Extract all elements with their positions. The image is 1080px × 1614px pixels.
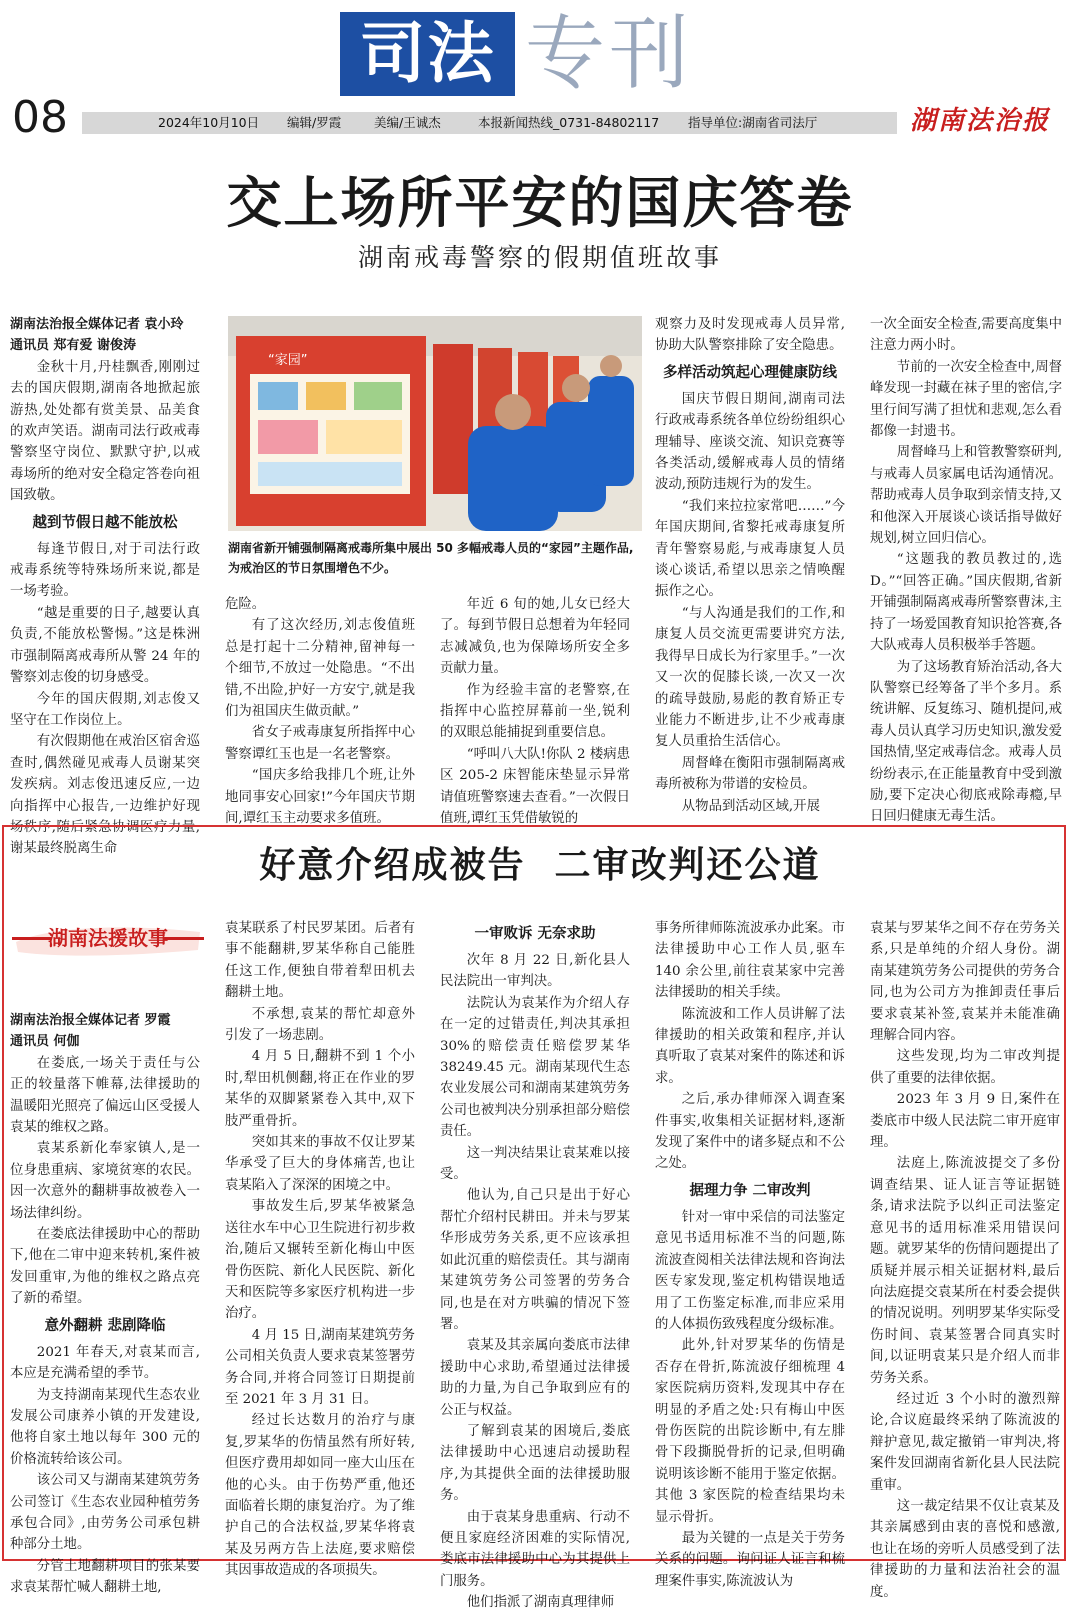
editor-credit: 编辑/罗霞	[287, 115, 342, 130]
paragraph: “国庆多给我排几个班,让外地同事安心回家!”今年国庆节期间,谭红玉主动要求多值班。	[225, 768, 415, 827]
paragraph: 为支持湖南某现代生态农业发展公司康养小镇的开发建设,他将自家土地以每年 300 元的价格流转给该公司。	[10, 1387, 200, 1467]
guidance-unit: 指导单位:湖南省司法厅	[688, 115, 818, 130]
section-heading: 越到节假日越不能放松	[32, 514, 178, 531]
paragraph: 由于袁某身患重病、行动不便且家庭经济困难的实际情况,娄底市法律援助中心为其提供上门服务。	[440, 1509, 630, 1589]
article2-col3	[440, 918, 630, 1611]
news-hotline: 本报新闻热线_0731-84802117	[478, 115, 660, 130]
paragraph: 此外,针对罗某华的伤情是否存在骨折,陈流波仔细梳理 4 家医院病历资料,发现其中存在明显的矛盾之处:只有梅山中医骨伤医院的出院诊断中,有左腓骨下段撕脱骨折的记录,但明确说明该诊断不能用于鉴定依据。其他 3 家医院的检查结果均未显示骨折。	[655, 1338, 845, 1525]
article1-col1	[10, 314, 200, 857]
paragraph: 分管土地翻耕项目的张某要求袁某帮忙喊人翻耕土地,	[10, 1558, 200, 1596]
section-heading: 意外翻耕 悲剧降临	[44, 1317, 166, 1334]
article2-col5	[870, 918, 1060, 1600]
paragraph: 省女子戒毒康复所指挥中心警察谭红玉也是一名老警察。	[225, 725, 415, 762]
paragraph: 4 月 15 日,湖南某建筑劳务公司相关负责人要求袁某签署劳务合同,并将合同签订日期提前至 2021 年 3 月 31 日。	[225, 1327, 415, 1407]
paragraph: 法院认为袁某作为介绍人存在一定的过错责任,判决其承担 30%的赔偿责任赔偿罗某华 38249.45 元。湖南某现代生态农业发展公司和湖南某建筑劳务公司也被判决分别承担部分赔偿责任。	[440, 995, 630, 1140]
paragraph: 事务所律师陈流波承办此案。市法律援助中心工作人员,驱车 140 余公里,前往袁某家中完善法律援助的相关手续。	[655, 921, 845, 1001]
paragraph: 年近 6 旬的她,儿女已经大了。每到节假日总想着为年轻同志减减负,也为保障场所安全多贡献力量。	[440, 597, 630, 677]
paragraph: 2023 年 3 月 9 日,案件在娄底市中级人民法院二审开庭审理。	[870, 1092, 1060, 1151]
paragraph: 在娄底法律援助中心的帮助下,他在二审中迎来转机,案件被发回重审,为他的维权之路点亮了新的希望。	[10, 1227, 200, 1307]
masthead-title-main: 司法	[359, 15, 496, 92]
article1-col2	[225, 594, 415, 827]
paragraph: 危险。	[225, 597, 266, 612]
paragraph: 今年的国庆假期,刘志俊又坚守在工作岗位上。	[10, 691, 200, 728]
masthead-title-box	[340, 12, 515, 96]
byline: 湖南法治报全媒体记者 罗霞	[10, 1013, 171, 1028]
paragraph: 陈流波和工作人员讲解了法律援助的相关政策和程序,并认真听取了袁某对案件的陈述和诉求。	[655, 1006, 845, 1086]
paragraph: 每逢节假日,对于司法行政戒毒系统等特殊场所来说,都是一场考验。	[10, 541, 200, 600]
article1-col5	[870, 314, 1062, 825]
byline: 通讯员 郑有爱 谢俊涛	[10, 338, 137, 354]
section-heading: 多样活动筑起心理健康防线	[663, 364, 837, 381]
article1-col4	[655, 314, 845, 820]
paragraph: 次年 8 月 22 日,新化县人民法院出一审判决。	[440, 953, 630, 990]
paragraph: 袁某与罗某华之间不存在劳务关系,只是单纯的介绍人身份。湖南某建筑劳务公司提供的劳务合同,也为公司方为推卸责任事后要求袁某补签,袁某并未能准确理解合同内容。	[870, 921, 1060, 1044]
paper-logo: 湖南法治报	[910, 106, 1051, 136]
paragraph: 法庭上,陈流波提交了多份调查结果、证人证言等证据链条,请求法院予以纠正司法鉴定意见书的适用标准采用错误问题。就罗某华的伤情问题提出了质疑并展示相关证据材料,最后向法庭提交袁某所在村委会提供的情况说明。列明罗某华实际受伤时间、袁某签署合同真实时间,以证明袁某只是介绍人而非劳务关系。	[870, 1156, 1060, 1386]
paragraph: 这一判决结果让袁某难以接受。	[440, 1145, 630, 1183]
photo-caption: 湖南省新开铺强制隔离戒毒所集中展出 50 多幅戒毒人员的“家园”主题作品,为戒治区的节日氛围增色不少。	[228, 541, 634, 575]
paragraph: 他们指派了湖南真理律师	[466, 1595, 615, 1611]
paragraph: 袁某联系了村民罗某团。后者有事不能翻耕,罗某华称自己能胜任这工作,便独自带着犁田机去翻耕土地。	[225, 921, 415, 1001]
paragraph: 有了这次经历,刘志俊值班总是打起十二分精神,留神每一个细节,不放过一处隐患。“不出错,不出险,护好一方安宁,就是我们为祖国庆生做贡献。”	[225, 618, 415, 720]
paragraph: “呼叫八大队!你队 2 楼病患区 205-2 床智能床垫显示异常请值班警察速去查看。”一次假日值班,谭红玉凭借敏锐的	[440, 746, 630, 827]
article-photo	[228, 316, 642, 531]
paragraph: “这题我的教员教过的,选 D。”“回答正确。”国庆假期,省新开铺强制隔离戒毒所警察曹沫,主持了一场爱国教育知识抢答赛,各大队戒毒人员积极举手答题。	[870, 552, 1062, 654]
paragraph: 袁某及其亲属向娄底市法律援助中心求助,希望通过法律援助的力量,为自己争取到应有的公正与权益。	[440, 1338, 630, 1418]
paragraph: 这一裁定结果不仅让袁某及其亲属感到由衷的喜悦和感激,也让在场的旁听人员感受到了法律援助的力量和法治社会的温度。	[870, 1498, 1060, 1600]
paragraph: 有次假期他在戒治区宿舍巡查时,偶然碰见戒毒人员谢某突发疾病。刘志俊迅速反应,一边向指挥中心报告,一边维护好现场秩序,随后紧急协调医疗力量,谢某最终脱离生命	[10, 734, 200, 857]
article2-headline: 好意介绍成被告 二审改判还公道	[259, 845, 821, 886]
paragraph: 一次全面安全检查,需要高度集中注意力两小时。	[870, 317, 1062, 354]
paragraph: 观察力及时发现戒毒人员异常,协助大队警察排除了安全隐患。	[655, 317, 845, 354]
column-tag: 湖南法援故事	[48, 926, 168, 950]
paragraph: 周督峰在衡阳市强制隔离戒毒所被称为带谱的安检员。	[655, 755, 845, 793]
article2-col1	[10, 1010, 200, 1596]
paragraph: 这些发现,均为二审改判提供了重要的法律依据。	[870, 1049, 1060, 1086]
byline: 湖南法治报全媒体记者 袁小玲	[10, 317, 184, 332]
exhibition-photo-illustration	[228, 316, 642, 531]
paragraph: 经过长达数月的治疗与康复,罗某华的伤情虽然有所好转,但医疗费用却如同一座大山压在他的心头。由于伤势严重,他还面临着长期的康复治疗。为了维护自己的合法权益,罗某华将袁某及另两方告上法庭,要求赔偿其因事故造成的各项损失。	[225, 1413, 415, 1579]
issue-date: 2024年10月10日	[158, 115, 260, 130]
paragraph: 为了这场教育矫治活动,各大队警察已经筹备了半个多月。系统讲解、反复练习、随机提问,戒毒人员认真学习历史知识,激发爱国热情,坚定戒毒信念。戒毒人员纷纷表示,在正能量教育中受到激励,要下定决心彻底戒除毒瘾,早日回归健康无毒生活。	[870, 659, 1062, 825]
section-heading: 一审败诉 无奈求助	[474, 926, 596, 942]
article2-col2	[225, 918, 415, 1579]
paragraph: 针对一审中采信的司法鉴定意见书适用标准不当的问题,陈流波查阅相关法律法规和咨询法医专家发现,鉴定机构错误地适用了工伤鉴定标准,而非应采用的人体损伤致残程度分级标准。	[655, 1209, 845, 1332]
paragraph: 他认为,自己只是出于好心帮忙介绍村民耕田。并未与罗某华形成劳务关系,更不应该承担如此沉重的赔偿责任。其与湖南某建筑劳务公司签署的劳务合同,也是在对方哄骗的情况下签署。	[440, 1188, 630, 1332]
paragraph: 在娄底,一场关于责任与公正的较量落下帷幕,法律援助的温暖阳光照亮了偏远山区受援人袁某的维权之路。	[10, 1055, 200, 1136]
paragraph: “越是重要的日子,越要认真负责,不能放松警惕。”这是株洲市强制隔离戒毒所从警 24 年的警察刘志俊的切身感受。	[10, 605, 200, 686]
byline: 通讯员 何伽	[10, 1034, 80, 1050]
paragraph: 事故发生后,罗某华被紧急送往水车中心卫生院进行初步救治,随后又辗转至新化梅山中医骨伤医院、新化人民医院、新化天和医院等多家医疗机构进一步治疗。	[225, 1199, 415, 1322]
paragraph: 不承想,袁某的帮忙却意外引发了一场悲剧。	[225, 1006, 415, 1044]
paragraph: 周督峰马上和管教警察研判,与戒毒人员家属电话沟通情况。帮助戒毒人员争取到亲情支持,又和他深入开展谈心谈话指导做好规划,树立回归信心。	[870, 445, 1062, 547]
paragraph: 作为经验丰富的老警察,在指挥中心监控屏幕前一坐,锐利的双眼总能捕捉到重要信息。	[440, 682, 630, 741]
page-number: 08	[12, 92, 68, 143]
masthead-title-suffix: 专刊	[525, 7, 693, 100]
paragraph: 4 月 5 日,翻耕不到 1 个小时,犁田机侧翻,将正在作业的罗某华的双脚紧紧卷入其中,双下肢严重骨折。	[225, 1049, 415, 1129]
paragraph: 从物品到活动区域,开展	[681, 798, 820, 814]
paragraph: 国庆节假日期间,湖南司法行政戒毒系统各单位纷纷组织心理辅导、座谈交流、知识竞赛等各类活动,缓解戒毒人员的情绪波动,预防违规行为的发生。	[655, 391, 845, 493]
article1-headline: 交上场所平安的国庆答卷	[226, 171, 854, 235]
paragraph: 2021 年春天,对袁某而言,本应是充满希望的季节。	[10, 1344, 200, 1382]
paragraph: 突如其来的事故不仅让罗某华承受了巨大的身体痛苦,也让袁某陷入了深深的困境之中。	[225, 1135, 415, 1193]
paragraph: “我们来拉拉家常吧……”今年国庆期间,省黎托戒毒康复所青年警察易彪,与戒毒康复人员谈心谈话,希望以思亲之情唤醒振作之心。	[655, 498, 845, 600]
photo-banner-text: “家园”	[268, 353, 308, 368]
paragraph: “与人沟通是我们的工作,和康复人员交流更需要讲究方法,我得早日成长为行家里手。”一次又一次的促膝长谈,一次又一次的疏导鼓励,易彪的教育矫正专业能力不断进步,让不少戒毒康复人员重拾生活信心。	[655, 605, 845, 750]
paragraph: 该公司又与湖南某建筑劳务公司签订《生态农业园种植劳务承包合同》,由劳务公司承包耕种部分土地。	[10, 1473, 200, 1553]
article2-col4	[655, 918, 845, 1589]
paragraph: 最为关键的一点是关于劳务关系的问题。询问证人证言和梳理案件事实,陈流波认为	[655, 1530, 845, 1589]
section-heading: 据理力争 二审改判	[689, 1182, 811, 1199]
paragraph: 之后,承办律师深入调查案件事实,收集相关证据材料,逐渐发现了案件中的诸多疑点和不公之处。	[655, 1092, 845, 1172]
article1-col3	[440, 594, 630, 827]
paragraph: 金秋十月,丹桂飘香,刚刚过去的国庆假期,湖南各地掀起旅游热,处处都有赏美景、品美食的欢声笑语。湖南司法行政戒毒警察坚守岗位、默默守护,以戒毒场所的绝对安全稳定答卷向祖国致敬。	[10, 359, 200, 504]
paragraph: 经过近 3 个小时的激烈辩论,合议庭最终采纳了陈流波的辩护意见,裁定撤销一审判决,将案件发回湖南省新化县人民法院重审。	[870, 1391, 1060, 1493]
paragraph: 袁某系新化奉家镇人,是一位身患重病、家境贫寒的农民。因一次意外的翻耕事故被卷入一场法律纠纷。	[10, 1141, 200, 1221]
article1-subheadline: 湖南戒毒警察的假期值班故事	[357, 243, 722, 272]
paragraph: 了解到袁某的困境后,娄底法律援助中心迅速启动援助程序,为其提供全面的法律援助服务。	[440, 1423, 630, 1504]
paragraph: 节前的一次安全检查中,周督峰发现一封藏在袜子里的密信,字里行间写满了担忧和悲观,怎么看都像一封遗书。	[870, 359, 1062, 440]
designer-credit: 美编/王诚杰	[374, 115, 441, 130]
